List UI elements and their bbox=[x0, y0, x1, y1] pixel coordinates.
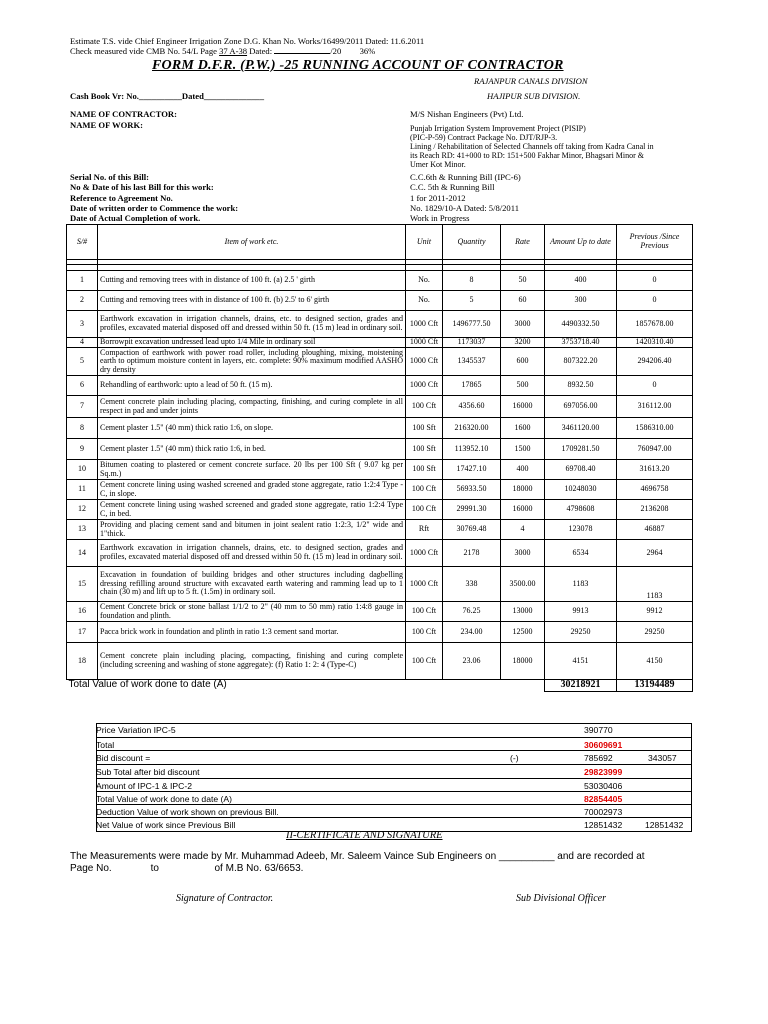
cell-previous: 2964 bbox=[617, 540, 693, 567]
cell-unit: 100 Cft bbox=[406, 500, 443, 520]
cell-amount: 123078 bbox=[545, 520, 617, 540]
cell-amount: 3753718.40 bbox=[545, 338, 617, 348]
deduction-label: Deduction Value of work shown on previous Bill. bbox=[96, 807, 279, 817]
cell-quantity: 2178 bbox=[443, 540, 501, 567]
cell-item: Cement concrete lining using washed screened and graded stone aggregate, ratio 1:2:4 Type -C, in slope. bbox=[98, 480, 406, 500]
cell-sn: 8 bbox=[67, 418, 98, 439]
table-row bbox=[67, 418, 693, 439]
cell-quantity: 23.06 bbox=[443, 643, 501, 680]
bid-discount-label: Bid discount = bbox=[96, 753, 151, 763]
check-dated: Dated: bbox=[249, 46, 273, 56]
cell-quantity: 56933.50 bbox=[443, 480, 501, 500]
summary-total-label: Total bbox=[96, 740, 115, 750]
work-line: Punjab Irrigation System Improvement Project (PISIP) bbox=[410, 124, 586, 133]
cell-sn: 10 bbox=[67, 460, 98, 480]
check-prefix: Check measured vide CMB No. 54/L Page bbox=[70, 46, 217, 56]
cell-unit: 1000 Cft bbox=[406, 311, 443, 338]
header-rate: Rate bbox=[501, 225, 545, 260]
summary-rule bbox=[96, 750, 692, 751]
bid-discount-sign: (-) bbox=[510, 753, 519, 763]
contractor-signature: Signature of Contractor. bbox=[176, 893, 274, 904]
cell-amount: 9913 bbox=[545, 602, 617, 622]
cell-previous: 0 bbox=[617, 271, 693, 291]
table-row bbox=[67, 622, 693, 643]
cell-rate: 4 bbox=[501, 520, 545, 540]
cell-item: Cement Concrete brick or stone ballast 1/1/2 to 2" (40 mm to 50 mm) ratio 1:4:8 gauge in foundation and plinth. bbox=[98, 602, 406, 622]
cell-item: Cement plaster 1.5" (40 mm) thick ratio 1:6, in bed. bbox=[98, 439, 406, 460]
cell-previous: 294206.40 bbox=[617, 348, 693, 376]
cell-amount: 8932.50 bbox=[545, 376, 617, 396]
cell-amount: 10248030 bbox=[545, 480, 617, 500]
net-value-value: 12851432 bbox=[584, 820, 623, 830]
cash-book: Cash Book Vr: No.__________Dated______________ bbox=[70, 91, 265, 101]
cell-amount: 6534 bbox=[545, 540, 617, 567]
division-name: RAJANPUR CANALS DIVISION bbox=[474, 76, 588, 86]
cell-sn: 9 bbox=[67, 439, 98, 460]
check-measured-line bbox=[70, 46, 375, 56]
cell-sn: 17 bbox=[67, 622, 98, 643]
table-row bbox=[67, 348, 693, 376]
cell-previous: 1857678.00 bbox=[617, 311, 693, 338]
header-amount: Amount Up to date bbox=[545, 225, 617, 260]
table-row bbox=[67, 439, 693, 460]
work-line: (PIC-P-59) Contract Package No. DJT/RJP-3. bbox=[410, 133, 558, 142]
completion-value: Work in Progress bbox=[410, 213, 470, 223]
cell-item: Cutting and removing trees with in distance of 100 ft. (a) 2.5 ' girth bbox=[98, 271, 406, 291]
cell-unit: 1000 Cft bbox=[406, 567, 443, 602]
cell-previous: 2136208 bbox=[617, 500, 693, 520]
bid-discount-value: 785692 bbox=[584, 753, 613, 763]
cell-rate: 3500.00 bbox=[501, 567, 545, 602]
cell-amount: 807322.20 bbox=[545, 348, 617, 376]
total-label: Total Value of work done to date (A) bbox=[67, 680, 545, 692]
cell-unit: 1000 Cft bbox=[406, 338, 443, 348]
check-year: /20 bbox=[330, 46, 342, 56]
cell-item: Earthwork excavation in irrigation channels, drains, etc. to designed section, grades and profiles, excavated material disposed off and dressed within 50 ft. (15 m) lead in ordinary soil. bbox=[98, 311, 406, 338]
cell-sn: 1 bbox=[67, 271, 98, 291]
total-work-label: Total Value of work done to date (A) bbox=[96, 794, 232, 804]
cell-sn: 2 bbox=[67, 291, 98, 311]
cell-rate: 16000 bbox=[501, 396, 545, 418]
cell-previous: 29250 bbox=[617, 622, 693, 643]
cell-previous: 31613.20 bbox=[617, 460, 693, 480]
cell-item: Providing and placing cement sand and bitumen in joint sealent ratio 1:2:3, 1/2" wide and 1"thick. bbox=[98, 520, 406, 540]
summary-total-value: 30609691 bbox=[584, 740, 623, 750]
cell-amount: 400 bbox=[545, 271, 617, 291]
cell-quantity: 216320.00 bbox=[443, 418, 501, 439]
cell-quantity: 8 bbox=[443, 271, 501, 291]
table-header-row bbox=[67, 225, 693, 260]
cell-amount: 1183 bbox=[545, 567, 617, 602]
cell-rate: 12500 bbox=[501, 622, 545, 643]
summary-rule bbox=[96, 723, 692, 724]
ipc-amount-value: 53030406 bbox=[584, 781, 623, 791]
cell-quantity: 17427.10 bbox=[443, 460, 501, 480]
bid-discount-previous: 343057 bbox=[648, 753, 677, 763]
cell-rate: 1600 bbox=[501, 418, 545, 439]
check-percent: 36% bbox=[359, 46, 376, 56]
cell-amount: 300 bbox=[545, 291, 617, 311]
certificate-heading: II-CERTIFICATE AND SIGNATURE bbox=[286, 830, 443, 841]
work-items-table bbox=[66, 224, 693, 692]
cell-previous: 1420310.40 bbox=[617, 338, 693, 348]
cell-unit: 100 Cft bbox=[406, 396, 443, 418]
cell-sn: 11 bbox=[67, 480, 98, 500]
cell-item: Cement concrete plain including placing, compacting, finishing and curing complete (including screening and washing of stone aggregate): (f) Ratio 1: 2: 4 (Type-C) bbox=[98, 643, 406, 680]
cell-previous: 1586310.00 bbox=[617, 418, 693, 439]
cell-unit: 100 Sft bbox=[406, 460, 443, 480]
table-row bbox=[67, 520, 693, 540]
cell-quantity: 17865 bbox=[443, 376, 501, 396]
agreement-value: 1 for 2011-2012 bbox=[410, 193, 466, 203]
table-row bbox=[67, 480, 693, 500]
officer-signature: Sub Divisional Officer bbox=[516, 893, 606, 904]
cell-item: Cement concrete plain including placing, compacting, finishing, and curing complete in all respect in pad and under joints bbox=[98, 396, 406, 418]
cell-rate: 500 bbox=[501, 376, 545, 396]
certificate-line-2: Page No. to of M.B No. 63/6653. bbox=[70, 863, 304, 874]
cell-rate: 1500 bbox=[501, 439, 545, 460]
cell-unit: 100 Sft bbox=[406, 418, 443, 439]
subtotal-label: Sub Total after bid discount bbox=[96, 767, 200, 777]
commence-value: No. 1829/10-A Dated: 5/8/2011 bbox=[410, 203, 520, 213]
form-title: FORM D.F.R. (P.W.) -25 RUNNING ACCOUNT OF CONTRACTOR bbox=[152, 58, 564, 73]
cell-item: Cement plaster 1.5" (40 mm) thick ratio 1:6, on slope. bbox=[98, 418, 406, 439]
cell-quantity: 234.00 bbox=[443, 622, 501, 643]
cell-quantity: 1173037 bbox=[443, 338, 501, 348]
cell-amount: 4151 bbox=[545, 643, 617, 680]
cell-amount: 69708.40 bbox=[545, 460, 617, 480]
deduction-value: 70002973 bbox=[584, 807, 623, 817]
cell-unit: No. bbox=[406, 291, 443, 311]
header-quantity: Quantity bbox=[443, 225, 501, 260]
cell-item: Cement concrete lining using washed screened and graded stone aggregate, ratio 1:2:4 Type C, in bed. bbox=[98, 500, 406, 520]
cell-unit: 100 Cft bbox=[406, 643, 443, 680]
cell-unit: 1000 Cft bbox=[406, 376, 443, 396]
cell-rate: 400 bbox=[501, 460, 545, 480]
cell-quantity: 113952.10 bbox=[443, 439, 501, 460]
work-description bbox=[410, 124, 654, 169]
cell-unit: 1000 Cft bbox=[406, 348, 443, 376]
header-item: Item of work etc. bbox=[98, 225, 406, 260]
total-amount: 30218921 bbox=[545, 680, 617, 692]
cell-previous: 4150 bbox=[617, 643, 693, 680]
contractor-label: NAME OF CONTRACTOR: bbox=[70, 109, 177, 119]
summary-rule bbox=[96, 764, 692, 765]
cell-previous: 1183 bbox=[617, 567, 693, 602]
cell-item: Borrowpit excavation undressed lead upto 1/4 Mile in ordinary soil bbox=[98, 338, 406, 348]
table-row bbox=[67, 567, 693, 602]
total-previous: 13194489 bbox=[617, 680, 693, 692]
cell-item: Cutting and removing trees with in distance of 100 ft. (b) 2.5' to 6' girth bbox=[98, 291, 406, 311]
table-row bbox=[67, 291, 693, 311]
cell-previous: 0 bbox=[617, 291, 693, 311]
total-row bbox=[67, 680, 693, 692]
estimate-line: Estimate T.S. vide Chief Engineer Irrigation Zone D.G. Khan No. Works/16499/2011 Dated: 11.6.2011 bbox=[70, 36, 425, 46]
cell-unit: 1000 Cft bbox=[406, 540, 443, 567]
table-row bbox=[67, 460, 693, 480]
cell-rate: 18000 bbox=[501, 480, 545, 500]
cell-unit: No. bbox=[406, 271, 443, 291]
header-unit: Unit bbox=[406, 225, 443, 260]
cell-unit: 100 Cft bbox=[406, 622, 443, 643]
certificate-line-1: The Measurements were made by Mr. Muhammad Adeeb, Mr. Saleem Vaince Sub Engineers on __________ and are recorded at bbox=[70, 851, 645, 862]
cell-quantity: 29991.30 bbox=[443, 500, 501, 520]
serial-label: Serial No. of this Bill: bbox=[70, 172, 150, 182]
work-label: NAME OF WORK: bbox=[70, 120, 144, 130]
cell-rate: 16000 bbox=[501, 500, 545, 520]
cell-previous: 46887 bbox=[617, 520, 693, 540]
cell-sn: 12 bbox=[67, 500, 98, 520]
net-value-label: Net Value of work since Previous Bill bbox=[96, 820, 236, 830]
summary-right-border bbox=[691, 723, 692, 831]
cell-sn: 16 bbox=[67, 602, 98, 622]
ipc-amount-label: Amount of IPC-1 & IPC-2 bbox=[96, 781, 192, 791]
cell-item: Compaction of earthwork with power road roller, including ploughing, mixing, moistening earth to optimum moisture content in layers, etc. complete: 90% maximum modified AASHO dry density bbox=[98, 348, 406, 376]
check-page: 37 A-38 bbox=[219, 46, 248, 56]
table-row bbox=[67, 643, 693, 680]
cell-rate: 600 bbox=[501, 348, 545, 376]
cell-quantity: 1345537 bbox=[443, 348, 501, 376]
cell-quantity: 1496777.50 bbox=[443, 311, 501, 338]
total-work-value: 82854405 bbox=[584, 794, 623, 804]
header-previous: Previous /Since Previous bbox=[617, 225, 693, 260]
agreement-label: Reference to Agreement No. bbox=[70, 193, 173, 203]
cell-quantity: 76.25 bbox=[443, 602, 501, 622]
cell-quantity: 30769.48 bbox=[443, 520, 501, 540]
cell-amount: 697056.00 bbox=[545, 396, 617, 418]
cell-sn: 13 bbox=[67, 520, 98, 540]
cell-quantity: 5 bbox=[443, 291, 501, 311]
cell-item: Bitumen coating to plastered or cement concrete surface. 20 lbs per 100 Sft ( 9.07 kg per Sq.m.) bbox=[98, 460, 406, 480]
work-line: Umer Kot Minor. bbox=[410, 160, 466, 169]
sub-division-name: HAJIPUR SUB DIVISION. bbox=[487, 91, 581, 101]
cell-amount: 29250 bbox=[545, 622, 617, 643]
cell-rate: 3000 bbox=[501, 540, 545, 567]
cell-sn: 3 bbox=[67, 311, 98, 338]
table-row bbox=[67, 602, 693, 622]
cell-sn: 14 bbox=[67, 540, 98, 567]
last-bill-label: No & Date of his last Bill for this work: bbox=[70, 182, 214, 192]
price-variation-label: Price Variation IPC-5 bbox=[96, 725, 176, 735]
summary-rule bbox=[96, 778, 692, 779]
summary-rule bbox=[96, 817, 692, 818]
work-line: its Reach RD: 41+000 to RD: 151+500 Fakhar Minor, Bhagsari Minor & bbox=[410, 151, 645, 160]
cell-rate: 3000 bbox=[501, 311, 545, 338]
table-row bbox=[67, 396, 693, 418]
cell-previous: 0 bbox=[617, 376, 693, 396]
table-row bbox=[67, 500, 693, 520]
table-row bbox=[67, 376, 693, 396]
summary-rule bbox=[96, 737, 692, 738]
cell-quantity: 4356.60 bbox=[443, 396, 501, 418]
table-row bbox=[67, 311, 693, 338]
cell-unit: 100 Sft bbox=[406, 439, 443, 460]
cell-item: Excavation in foundation of building bridges and other structures including dagbelling dressing refilling around structure with excavated earth watering and ramming lead up to 1 chain (30 m) and lift up to 5 ft. (1.5m) in ordinary soil. bbox=[98, 567, 406, 602]
cell-previous: 760947.00 bbox=[617, 439, 693, 460]
cell-rate: 13000 bbox=[501, 602, 545, 622]
subtotal-value: 29823999 bbox=[584, 767, 623, 777]
summary-rule bbox=[96, 791, 692, 792]
cell-rate: 3200 bbox=[501, 338, 545, 348]
table-row bbox=[67, 540, 693, 567]
cell-previous: 316112.00 bbox=[617, 396, 693, 418]
cell-amount: 1709281.50 bbox=[545, 439, 617, 460]
table-row bbox=[67, 338, 693, 348]
summary-rule bbox=[96, 804, 692, 805]
net-value-previous: 12851432 bbox=[645, 820, 684, 830]
cell-previous: 4696758 bbox=[617, 480, 693, 500]
cell-item: Pacca brick work in foundation and plinth in ratio 1:3 cement sand mortar. bbox=[98, 622, 406, 643]
cell-sn: 15 bbox=[67, 567, 98, 602]
cell-rate: 60 bbox=[501, 291, 545, 311]
cell-previous: 9912 bbox=[617, 602, 693, 622]
cell-sn: 6 bbox=[67, 376, 98, 396]
completion-label: Date of Actual Completion of work. bbox=[70, 213, 201, 223]
commence-label: Date of written order to Commence the work: bbox=[70, 203, 239, 213]
cell-unit: 100 Cft bbox=[406, 480, 443, 500]
cell-sn: 7 bbox=[67, 396, 98, 418]
cell-amount: 4798608 bbox=[545, 500, 617, 520]
cell-amount: 4490332.50 bbox=[545, 311, 617, 338]
header-sn: S/# bbox=[67, 225, 98, 260]
serial-value: C.C.6th & Running Bill (IPC-6) bbox=[410, 172, 521, 182]
cell-rate: 50 bbox=[501, 271, 545, 291]
work-line: Lining / Rehabilitation of Selected Channels off taking from Kadra Canal in bbox=[410, 142, 654, 151]
cell-unit: 100 Cft bbox=[406, 602, 443, 622]
cell-unit: Rft bbox=[406, 520, 443, 540]
cell-sn: 5 bbox=[67, 348, 98, 376]
cell-sn: 18 bbox=[67, 643, 98, 680]
cell-item: Rehandling of earthwork: upto a lead of 50 ft. (15 m). bbox=[98, 376, 406, 396]
cell-amount: 3461120.00 bbox=[545, 418, 617, 439]
cell-item: Earthwork excavation in irrigation channels, drains, etc. to designed section, grades and profiles, excavated material disposed off and dressed within 50 ft. (15 m) lead in ordinary soil. bbox=[98, 540, 406, 567]
cell-sn: 4 bbox=[67, 338, 98, 348]
cell-rate: 18000 bbox=[501, 643, 545, 680]
table-row bbox=[67, 271, 693, 291]
price-variation-value: 390770 bbox=[584, 725, 613, 735]
last-bill-value: C.C. 5th & Running Bill bbox=[410, 182, 495, 192]
contractor-value: M/S Nishan Engineers (Pvt) Ltd. bbox=[410, 109, 524, 119]
cell-quantity: 338 bbox=[443, 567, 501, 602]
